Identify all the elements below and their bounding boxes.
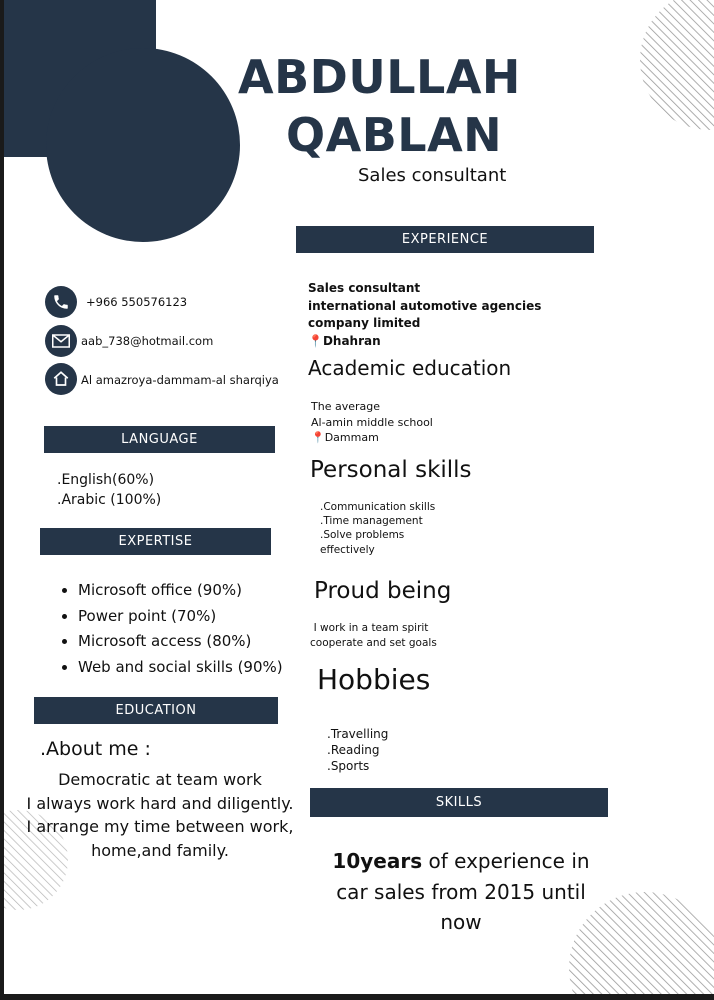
hobby-item: .Sports xyxy=(327,759,370,773)
decorative-navy-shapes xyxy=(0,0,250,250)
education-header: EDUCATION xyxy=(34,697,278,724)
decorative-hatched-circle-top xyxy=(630,0,714,140)
academic-location-text: Dammam xyxy=(324,431,379,444)
expertise-item: • Web and social skills (90%) xyxy=(78,655,283,681)
experience-line: international automotive agencies xyxy=(308,298,542,313)
about-line: I arrange my time between work, xyxy=(26,817,294,836)
about-line: home,and family. xyxy=(91,840,229,860)
home-icon xyxy=(45,363,77,395)
personal-skill-item: .Time management xyxy=(320,515,423,528)
language-item: .Arabic (100%) xyxy=(57,492,162,508)
expertise-list xyxy=(58,578,283,680)
language-header: LANGUAGE xyxy=(44,426,275,453)
phone-number: +966 550576123 xyxy=(86,295,188,309)
personal-skill-item: .Solve problems xyxy=(320,529,405,542)
skills-line xyxy=(318,846,604,877)
about-line: I always work hard and diligently. xyxy=(26,793,294,813)
language-item: .English(60%) xyxy=(57,472,155,488)
skills-header: SKILLS xyxy=(310,788,608,817)
academic-line: Al-amin middle school xyxy=(311,415,433,429)
email-address: aab_738@hotmail.com xyxy=(81,334,214,348)
about-title: .About me : xyxy=(40,738,151,760)
skills-line: car sales from 2015 until xyxy=(336,879,586,904)
proud-being-title: Proud being xyxy=(314,578,452,604)
experience-header: EXPERIENCE xyxy=(296,226,594,253)
hobbies-list xyxy=(327,726,388,774)
page-border-left xyxy=(0,0,4,1000)
language-list xyxy=(57,470,161,510)
personal-skills-list xyxy=(320,500,435,557)
skills-text xyxy=(318,846,604,938)
personal-skill-item: effectively xyxy=(320,543,375,556)
personal-skills-title: Personal skills xyxy=(310,457,472,483)
proud-being-text xyxy=(310,621,437,650)
location-pin-icon: 📍 xyxy=(308,333,323,348)
experience-line: Sales consultant xyxy=(308,281,421,295)
home-address: Al amazroya-dammam-al sharqiya xyxy=(81,373,279,387)
about-line: Democratic at team work xyxy=(58,770,262,789)
page-border-bottom xyxy=(0,994,714,1000)
skills-years: 10years xyxy=(332,849,423,873)
academic-details xyxy=(311,399,433,446)
experience-location-text: Dhahran xyxy=(322,333,381,348)
expertise-header: EXPERTISE xyxy=(40,528,271,555)
expertise-item: • Power point (70%) xyxy=(78,604,283,630)
academic-title: Academic education xyxy=(308,356,512,380)
experience-details xyxy=(308,280,541,350)
expertise-item: • Microsoft office (90%) xyxy=(78,578,283,604)
experience-line: company limited xyxy=(308,316,421,330)
academic-line: The average xyxy=(311,400,380,413)
expertise-item: • Microsoft access (80%) xyxy=(78,629,283,655)
skills-rest: of experience in xyxy=(422,849,590,873)
hobbies-title: Hobbies xyxy=(317,663,431,696)
first-name: ABDULLAH xyxy=(238,50,521,104)
last-name: QABLAN xyxy=(286,108,503,162)
hobby-item: .Reading xyxy=(327,743,380,757)
mail-icon xyxy=(45,325,77,357)
personal-skill-item: .Communication skills xyxy=(320,501,436,513)
hobby-item: .Travelling xyxy=(327,727,389,741)
location-pin-icon: 📍 xyxy=(311,431,325,444)
phone-icon xyxy=(45,286,77,318)
proud-line: cooperate and set goals xyxy=(310,636,437,649)
academic-location xyxy=(311,430,433,446)
skills-line: now xyxy=(440,910,482,934)
experience-location xyxy=(308,333,541,351)
proud-line: I work in a team spirit xyxy=(313,622,429,634)
about-text xyxy=(10,768,310,862)
job-title: Sales consultant xyxy=(358,165,507,186)
